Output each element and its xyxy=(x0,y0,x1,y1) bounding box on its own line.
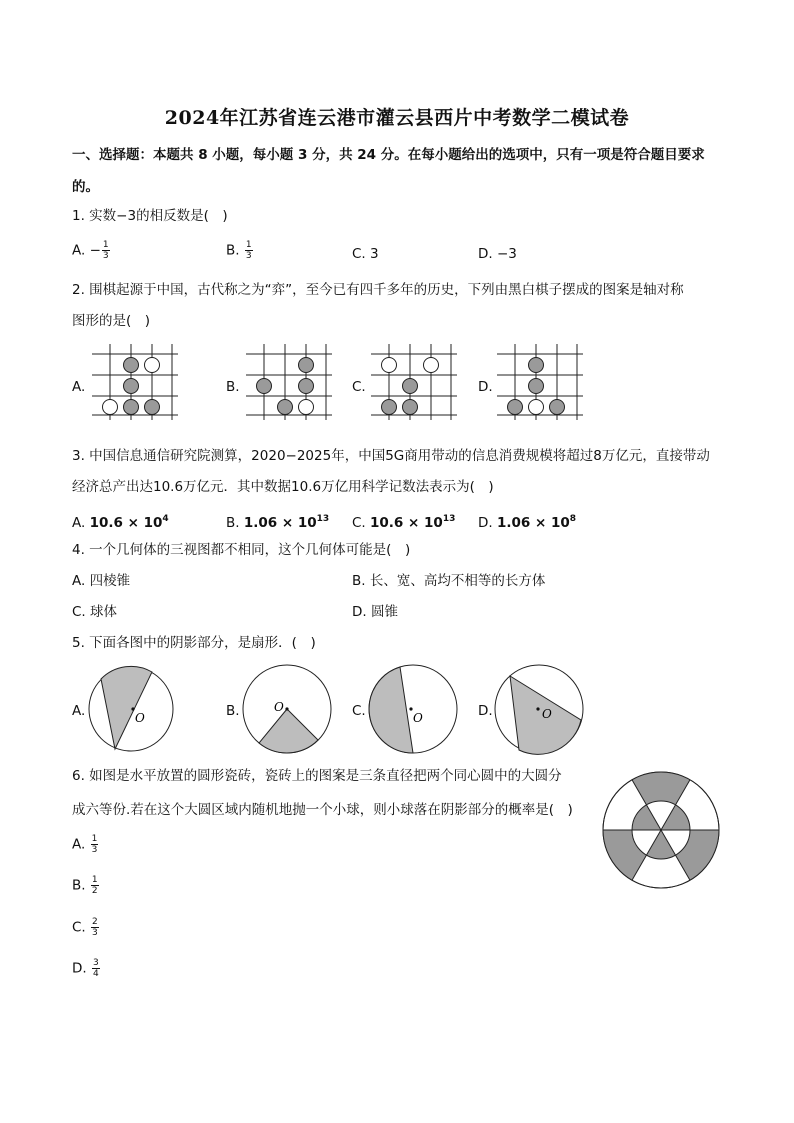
q4-option-b: B. 长、宽、高均不相等的长方体 xyxy=(352,573,546,589)
q2-go-board-a xyxy=(92,344,178,420)
q6-option-c: C. $\frac{2}{3}$ xyxy=(72,917,98,938)
q2-go-board-d xyxy=(497,344,583,420)
q2-go-board-b xyxy=(246,344,332,420)
q5-option-c-label: C. xyxy=(352,703,366,719)
q2-option-b-label: B. xyxy=(226,379,240,395)
q5-figure-d xyxy=(494,664,584,754)
q6-stem-line1: 6. 如图是水平放置的圆形瓷砖，瓷砖上的图案是三条直径把两个同心圆中的大圆分 xyxy=(72,768,562,784)
q3-option-c: C. $10.6 \times 10^{13}$ xyxy=(352,514,456,531)
q6-option-b: B. $\frac{1}{2}$ xyxy=(72,875,98,896)
q4-option-a: A. 四棱锥 xyxy=(72,573,131,589)
q6-tile-figure xyxy=(602,771,720,889)
section-header-line2: 的。 xyxy=(72,179,99,195)
q4-stem: 4. 一个几何体的三视图都不相同，这个几何体可能是( ) xyxy=(72,542,411,558)
q5-figure-a xyxy=(89,665,169,753)
q5-option-a-label: A. xyxy=(72,703,86,719)
q5-a-center-label: O xyxy=(135,711,145,725)
q5-b-center-label: O xyxy=(274,700,284,714)
q3-stem-line1: 3. 中国信息通信研究院测算，2020−2025年，中国5G商用带动的信息消费规模将超过8万亿元，直接带动 xyxy=(72,448,710,464)
q6-stem-line2: 成六等份.若在这个大圆区域内随机地抛一个小球，则小球落在阴影部分的概率是( ) xyxy=(72,802,573,818)
q4-option-d: D. 圆锥 xyxy=(352,604,398,620)
q3-option-a: A. $10.6 \times 10^4$ xyxy=(72,514,169,531)
q1-option-a: A. − $\frac{1}{3}$ xyxy=(72,240,109,261)
q1-option-d: D. −3 xyxy=(478,246,517,262)
q2-option-a-label: A. xyxy=(72,379,86,395)
q2-stem-line1: 2. 围棋起源于中国，古代称之为“弈”，至今已有四千多年的历史，下列由黑白棋子摆成的图案是轴对称 xyxy=(72,282,684,298)
q2-stem-line2: 图形的是( ) xyxy=(72,313,151,329)
q2-option-d-label: D. xyxy=(478,379,493,395)
page-title: 2024年江苏省连云港市灌云县西片中考数学二模试卷 xyxy=(164,107,630,129)
q1-stem: 1. 实数−3的相反数是( ) xyxy=(72,208,228,224)
q1-option-c: C. 3 xyxy=(352,246,379,262)
q1-option-b: B. $\frac{1}{3}$ xyxy=(226,240,252,261)
section-header-line1: 一、选择题：本题共 8 小题，每小题 3 分，共 24 分。在每小题给出的选项中，只有一项是符合题目要求 xyxy=(72,147,705,163)
q6-option-a: A. $\frac{1}{3}$ xyxy=(72,834,98,855)
q5-figure-b xyxy=(243,664,333,754)
q2-go-board-c xyxy=(371,344,457,420)
q5-d-center-label: O xyxy=(542,707,552,721)
q4-option-c: C. 球体 xyxy=(72,604,118,620)
q5-option-d-label: D. xyxy=(478,703,493,719)
q3-option-b: B. $1.06 \times 10^{13}$ xyxy=(226,514,330,531)
q3-stem-line2: 经济总产出达10.6万亿元．其中数据10.6万亿用科学记数法表示为( ) xyxy=(72,479,494,495)
q5-figure-c xyxy=(368,664,458,754)
q2-option-c-label: C. xyxy=(352,379,366,395)
q3-option-d: D. $1.06 \times 10^8$ xyxy=(478,514,577,531)
q6-option-d: D. $\frac{3}{4}$ xyxy=(72,958,99,979)
q5-stem: 5. 下面各图中的阴影部分，是扇形．( ) xyxy=(72,635,316,651)
q5-c-center-label: O xyxy=(413,711,423,725)
q5-option-b-label: B. xyxy=(226,703,240,719)
